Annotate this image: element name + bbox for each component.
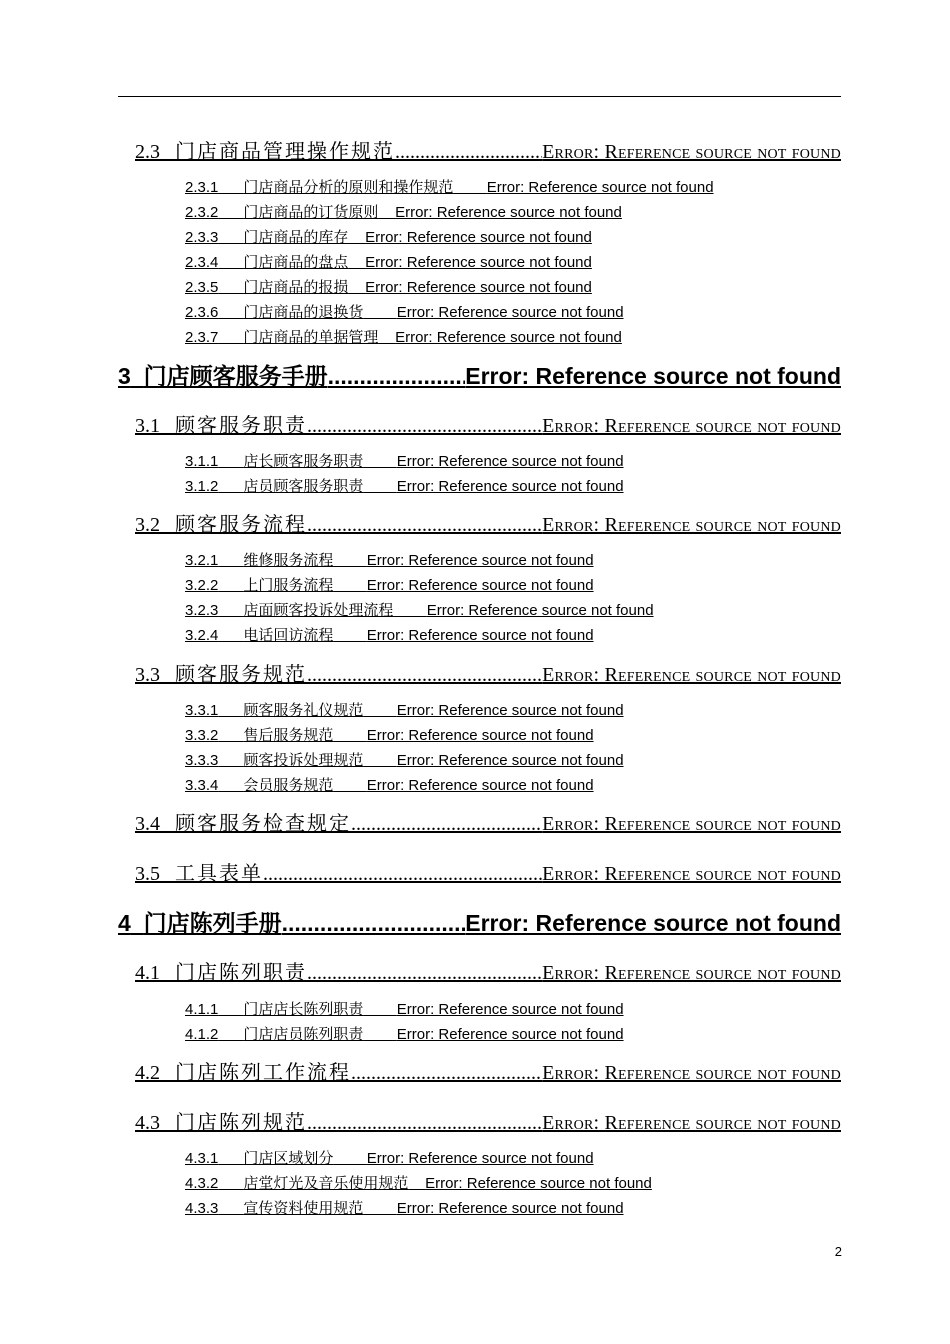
toc-entry[interactable] — [135, 512, 841, 538]
toc-number: 4 — [118, 910, 131, 936]
toc-entry[interactable] — [185, 1148, 594, 1169]
toc-number: 4.3.2 — [185, 1175, 219, 1192]
toc-number: 3.4 — [135, 813, 160, 835]
toc-number: 3.5 — [135, 863, 160, 885]
toc-entry[interactable] — [185, 177, 714, 198]
toc-title: 门店商品的报损 — [243, 280, 349, 296]
toc-number: 3.3.1 — [185, 702, 219, 719]
toc-title: 店堂灯光及音乐使用规范 — [243, 1176, 409, 1192]
toc-title: 顾客服务检查规定 — [175, 813, 351, 835]
toc-page-ref: Error: Reference source not found — [542, 415, 841, 437]
toc-number: 4.3.1 — [185, 1150, 219, 1167]
toc-title: 店长顾客服务职责 — [243, 454, 364, 470]
toc-number: 2.3.5 — [185, 279, 219, 296]
toc-page-ref: Error: Reference source not found — [366, 777, 594, 794]
toc-number: 2.3.7 — [185, 329, 219, 346]
toc-page-ref: Error: Reference source not found — [396, 1001, 624, 1018]
toc-title: 门店商品的单据管理 — [243, 330, 379, 346]
toc-entry[interactable] — [135, 662, 841, 688]
page-number: 2 — [834, 1244, 842, 1259]
toc-title: 宣传资料使用规范 — [243, 1201, 364, 1217]
toc-number: 4.1.2 — [185, 1026, 219, 1043]
toc-number: 3.1.1 — [185, 453, 219, 470]
toc-entry[interactable] — [185, 1198, 624, 1219]
toc-page-ref: Error: Reference source not found — [366, 552, 594, 569]
toc-title: 顾客服务礼仪规范 — [243, 703, 364, 719]
toc-title: 门店陈列工作流程 — [175, 1062, 351, 1084]
toc-entry[interactable] — [135, 861, 841, 887]
toc-title: 顾客服务流程 — [175, 514, 307, 536]
toc-page-ref: Error: Reference source not found — [366, 1150, 594, 1167]
toc-page-ref: Error: Reference source not found — [365, 254, 592, 271]
toc-entry[interactable] — [135, 139, 841, 165]
toc-page-ref: Error: Reference source not found — [542, 1062, 841, 1084]
toc-number: 2.3.4 — [185, 254, 219, 271]
toc-number: 2.3 — [135, 141, 160, 163]
toc-title: 门店商品的盘点 — [243, 255, 349, 271]
toc-title: 售后服务规范 — [243, 728, 334, 744]
toc-entry[interactable] — [135, 811, 841, 837]
toc-page-ref: Error: Reference source not found — [396, 1026, 624, 1043]
toc-number: 4.3 — [135, 1112, 160, 1134]
toc-title: 门店商品分析的原则和操作规范 — [243, 180, 454, 196]
toc-page-ref: Error: Reference source not found — [396, 1200, 624, 1217]
toc-page-ref: Error: Reference source not found — [366, 727, 594, 744]
toc-title: 门店店长陈列职责 — [243, 1002, 364, 1018]
toc-title: 门店区域划分 — [243, 1151, 334, 1167]
toc-entry[interactable] — [135, 1060, 841, 1086]
toc-page-ref: Error: Reference source not found — [395, 204, 622, 221]
toc-page-ref: Error: Reference source not found — [396, 453, 624, 470]
toc-number: 4.2 — [135, 1062, 160, 1084]
toc-title: 店员顾客服务职责 — [243, 479, 364, 495]
toc-title: 门店商品管理操作规范 — [175, 141, 395, 163]
toc-title: 顾客服务规范 — [175, 664, 307, 686]
toc-title: 门店商品的库存 — [243, 230, 349, 246]
toc-entry[interactable] — [185, 451, 624, 472]
toc-title: 工具表单 — [175, 863, 263, 885]
toc-number: 3.1 — [135, 415, 160, 437]
toc-entry[interactable] — [185, 775, 594, 796]
toc-title: 顾客服务职责 — [175, 415, 307, 437]
toc-page-ref: Error: Reference source not found — [542, 863, 841, 885]
toc-page-ref: Error: Reference source not found — [395, 329, 622, 346]
toc-title: 门店店员陈列职责 — [243, 1027, 364, 1043]
toc-entry[interactable] — [185, 600, 654, 621]
toc-entry[interactable] — [185, 302, 624, 323]
toc-title: 电话回访流程 — [243, 628, 334, 644]
toc-number: 2.3.1 — [185, 179, 219, 196]
toc-page-ref: Error: Reference source not found — [542, 514, 841, 536]
toc-number: 3.3.4 — [185, 777, 219, 794]
toc-number: 4.1 — [135, 962, 160, 984]
toc-number: 4.3.3 — [185, 1200, 219, 1217]
toc-entry[interactable] — [185, 202, 622, 223]
toc-number: 3.3 — [135, 664, 160, 686]
toc-entry[interactable]: 3 _ 门店顾客服务手册 ..... Error: Reference source not found — [118, 361, 841, 391]
toc-number: 3 — [118, 363, 131, 389]
toc-entry[interactable] — [185, 227, 592, 248]
toc-entry[interactable] — [185, 750, 624, 771]
toc-number: 3.2.2 — [185, 577, 219, 594]
toc-title: 门店陈列规范 — [175, 1112, 307, 1134]
toc-page-ref: Error: Reference source not found — [366, 627, 594, 644]
toc-entry[interactable] — [185, 725, 594, 746]
toc-title: 门店陈列手册 — [143, 910, 282, 936]
toc-page-ref: Error: Reference source not found — [542, 962, 841, 984]
toc-entry[interactable] — [185, 327, 622, 348]
toc-number: 2.3.6 — [185, 304, 219, 321]
toc-entry[interactable] — [185, 277, 592, 298]
toc-entry[interactable]: 4 _ 门店陈列手册 ..... Error: Reference source not found — [118, 908, 841, 938]
toc-title: 上门服务流程 — [243, 578, 334, 594]
toc-entry[interactable] — [135, 1110, 841, 1136]
toc-number: 3.2.3 — [185, 602, 219, 619]
toc-title: 门店商品的退换货 — [243, 305, 364, 321]
toc-entry[interactable] — [185, 1024, 624, 1045]
toc-title: 门店顾客服务手册 — [143, 363, 328, 389]
toc-page-ref: Error: Reference source not found — [396, 702, 624, 719]
toc-page-ref: Error: Reference source not found — [486, 179, 714, 196]
toc-page-ref: Error: Reference source not found — [396, 478, 624, 495]
toc-number: 3.3.3 — [185, 752, 219, 769]
toc-entry[interactable] — [185, 1173, 652, 1194]
toc-title: 顾客投诉处理规范 — [243, 753, 364, 769]
toc-entry[interactable] — [185, 476, 624, 497]
toc-entry[interactable] — [185, 252, 592, 273]
toc-entry[interactable] — [135, 413, 841, 439]
toc-page-ref: Error: Reference source not found — [365, 229, 592, 246]
toc-page-ref: Error: Reference source not found — [365, 279, 592, 296]
toc-page-ref: Error: Reference source not found — [542, 813, 841, 835]
toc-page-ref: Error: Reference source not found — [465, 910, 841, 936]
toc-entry[interactable] — [185, 700, 624, 721]
toc-entry[interactable] — [185, 550, 594, 571]
toc-page-ref: Error: Reference source not found — [465, 363, 841, 389]
toc-title: 店面顾客投诉处理流程 — [243, 603, 394, 619]
toc-page-ref: Error: Reference source not found — [396, 752, 624, 769]
toc-entry[interactable] — [135, 960, 841, 986]
toc-number: 4.1.1 — [185, 1001, 219, 1018]
toc-number: 2.3.3 — [185, 229, 219, 246]
toc-number: 3.2.4 — [185, 627, 219, 644]
toc-page-ref: Error: Reference source not found — [542, 141, 841, 163]
toc-entry[interactable] — [185, 575, 594, 596]
toc-page-ref: Error: Reference source not found — [542, 1112, 841, 1134]
toc-page-ref: Error: Reference source not found — [396, 304, 624, 321]
toc-entry[interactable] — [185, 625, 594, 646]
toc-title: 会员服务规范 — [243, 778, 334, 794]
toc-page-ref: Error: Reference source not found — [542, 664, 841, 686]
toc-number: 3.2 — [135, 514, 160, 536]
header-rule — [118, 96, 841, 97]
toc-page-ref: Error: Reference source not found — [425, 1175, 652, 1192]
toc-number: 3.1.2 — [185, 478, 219, 495]
toc-page-ref: Error: Reference source not found — [366, 577, 594, 594]
toc-number: 2.3.2 — [185, 204, 219, 221]
toc-number: 3.2.1 — [185, 552, 219, 569]
toc-title: 维修服务流程 — [243, 553, 334, 569]
toc-entry[interactable] — [185, 999, 624, 1020]
toc-title: 门店商品的订货原则 — [243, 205, 379, 221]
toc-title: 门店陈列职责 — [175, 962, 307, 984]
toc-page-ref: Error: Reference source not found — [426, 602, 654, 619]
toc-number: 3.3.2 — [185, 727, 219, 744]
